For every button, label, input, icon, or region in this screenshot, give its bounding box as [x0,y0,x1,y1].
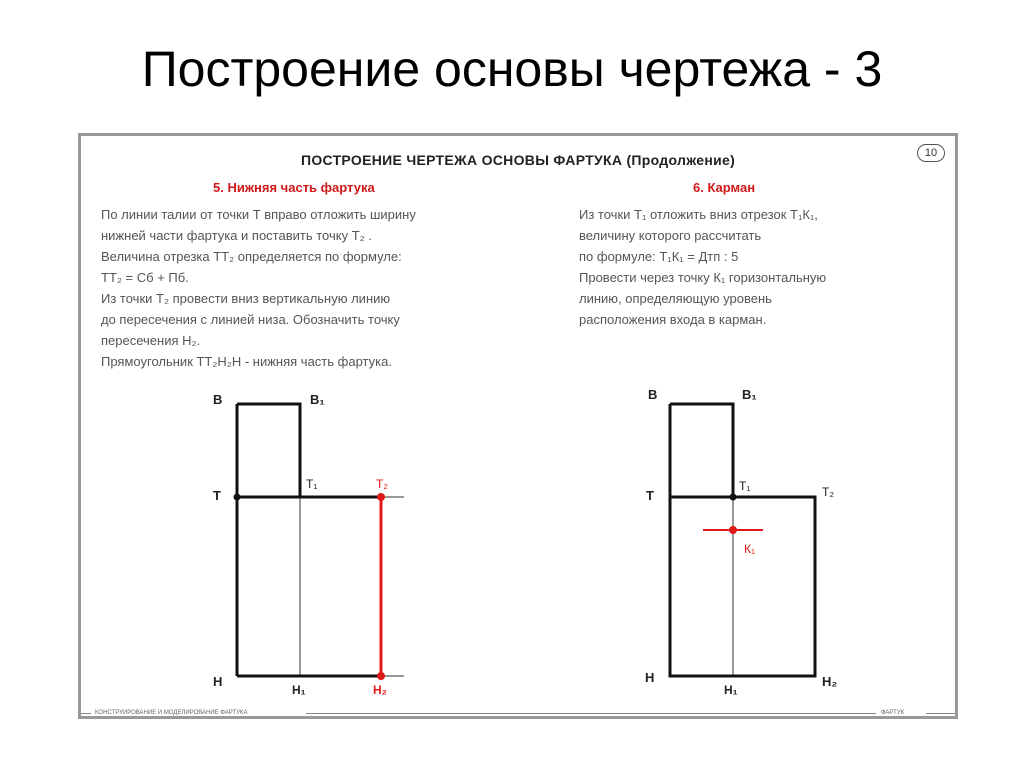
footer-rule-middle [306,713,876,714]
right-label-h1: Н₁ [724,683,738,697]
right-label-b: В [648,387,658,402]
card-footer [81,710,955,718]
footer-rule-left [81,713,91,714]
footer-rule-right [926,713,955,714]
left-text-line: По линии талии от точки Т вправо отложить ширину [101,207,416,222]
left-label-b: В [213,392,223,407]
left-label-h: Н [213,674,223,689]
left-label-t1: Т₁ [306,477,318,491]
footer-right-text: ФАРТУК [881,710,905,716]
right-label-b1: В₁ [742,387,757,402]
right-text-line: величину которого рассчитать [579,228,762,243]
right-label-h2: Н₂ [822,674,838,689]
right-label-h: Н [645,670,655,685]
right-label-t1: Т₁ [739,479,751,493]
right-subheading: 6. Карман [693,180,756,195]
left-text-line: Прямоугольник ТТ₂Н₂Н - нижняя часть фартука. [101,354,392,369]
left-text-line: пересечения Н₂. [101,333,201,348]
slide-title: Построение основы чертежа - 3 [141,41,883,97]
right-text-line: Провести через точку К₁ горизонтальную [579,270,827,285]
left-subheading: 5. Нижняя часть фартука [213,180,375,195]
left-label-b1: В₁ [310,392,325,407]
card-heading: ПОСТРОЕНИЕ ЧЕРТЕЖА ОСНОВЫ ФАРТУКА (Продолжение) [300,152,736,168]
left-text-line: до пересечения с линией низа. Обозначить точку [101,312,400,327]
right-text-line: по формуле: Т₁К₁ = Дтп : 5 [579,249,739,264]
right-label-t: Т [646,488,654,503]
right-label-t2: Т₂ [822,485,834,499]
right-text-line: расположения входа в карман. [579,312,767,327]
right-label-k1: К₁ [744,542,756,556]
page-number-badge: 10 [917,144,945,162]
left-text-line: нижней части фартука и поставить точку Т₂ . [101,228,372,243]
right-diagram [81,136,955,716]
left-text-line: Величина отрезка ТТ₂ определяется по формуле: [101,249,402,264]
right-text-line: линию, определяющую уровень [579,291,772,306]
left-label-t2: Т₂ [376,477,388,491]
left-label-t: Т [213,488,221,503]
left-label-h1: Н₁ [292,683,306,697]
right-point-t1 [730,494,737,501]
footer-left-text: КОНСТРУИРОВАНИЕ И МОДЕЛИРОВАНИЕ ФАРТУКА [95,710,248,716]
right-text-line: Из точки Т₁ отложить вниз отрезок Т₁К₁, [579,207,818,222]
left-text-line: ТТ₂ = Сб + Пб. [101,270,189,285]
right-lower-rect [670,497,815,676]
right-point-k1 [729,526,737,534]
left-text-line: Из точки Т₂ провести вниз вертикальную линию [101,291,391,306]
drawing-card [78,133,958,719]
right-bib-outline [670,404,733,497]
left-label-h2: Н₂ [373,683,387,697]
